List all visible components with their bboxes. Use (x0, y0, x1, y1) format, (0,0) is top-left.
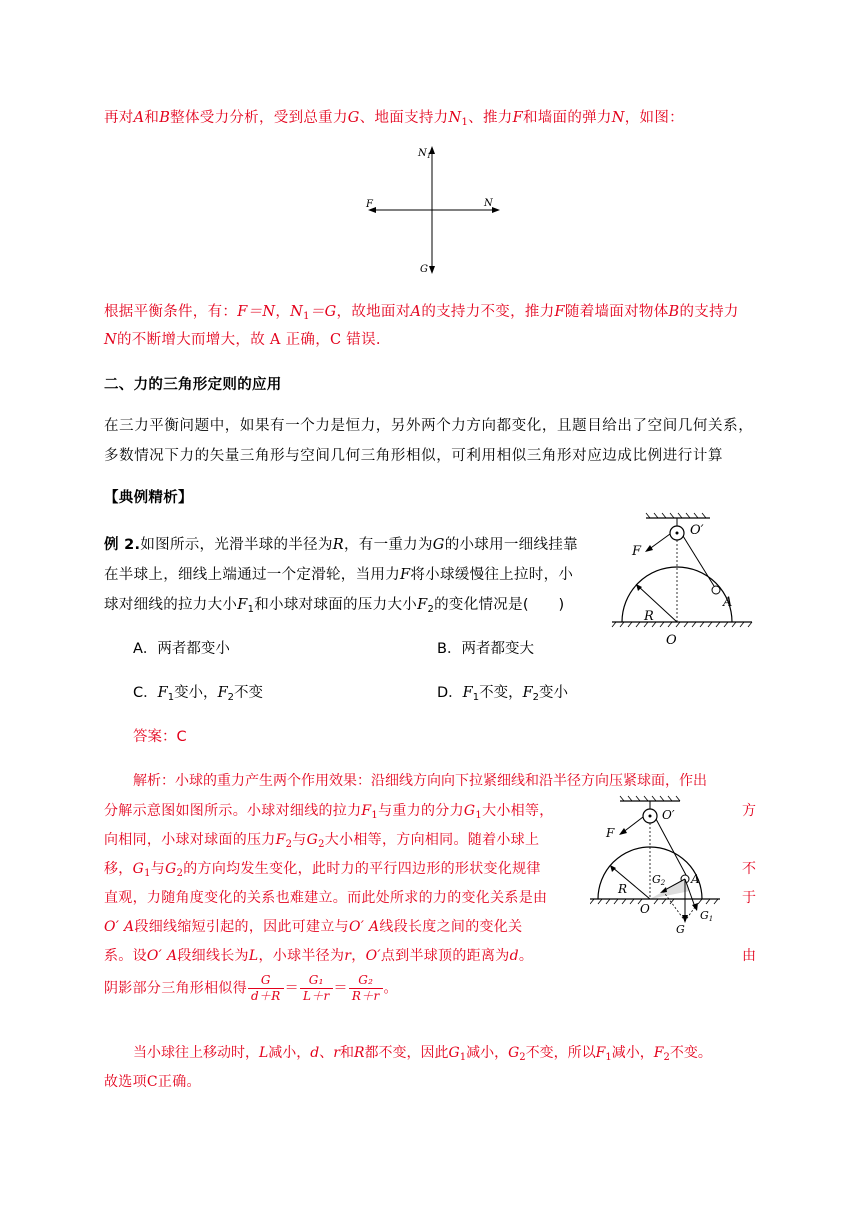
text: 和小球对球面的压力大小 (254, 597, 418, 613)
analysis-line-7-tail: 由 (742, 948, 756, 964)
var-n1: N (448, 110, 462, 126)
text: 整体受力分析，受到总重力 (170, 110, 348, 126)
fraction-den: L＋r (302, 989, 330, 1003)
option-d[interactable] (437, 681, 568, 703)
text: 如图所示，光滑半球的半径为 (140, 537, 333, 553)
fraction-num: G (248, 973, 284, 989)
subscript: 2 (227, 692, 234, 703)
var-o-prime: O′ (104, 919, 120, 935)
subscript: 2 (532, 692, 540, 703)
text: 在半球上，细线上端通过一个定滑轮，当用力 (104, 567, 400, 583)
text: 与重力的分力 (378, 803, 464, 819)
var-o-prime: O′ (146, 948, 163, 964)
label-n: N (484, 198, 493, 209)
subscript: 1 (475, 810, 483, 821)
text: 的小球用一细线挂靠 (444, 537, 578, 553)
analysis-line-8 (104, 973, 398, 1004)
var-f2: F (275, 832, 286, 848)
analysis-line-4-tail: 不 (742, 861, 756, 877)
answer: 答案：C (133, 729, 187, 745)
analysis-line-2 (104, 800, 554, 821)
text: 和墙面的弹力 (522, 110, 612, 126)
option-c-label: C． (133, 685, 158, 701)
example-line-3 (104, 593, 564, 615)
var-n: N (104, 332, 117, 348)
text: 点到半球顶的距离为 (380, 948, 510, 964)
text: 的支持力 (679, 304, 739, 320)
analysis-line-6 (104, 916, 522, 936)
text: 减小， (466, 1045, 509, 1061)
subscript: 2 (318, 839, 325, 850)
analysis-line-1: 解析：小球的重力产生两个作用效果：沿细线方向向下拉紧细线和沿半径方向压紧球面，作出 (133, 773, 707, 789)
example-label: 例 2. (104, 537, 141, 553)
var-d: d (509, 948, 519, 964)
var-n1: N (290, 304, 304, 320)
text: 的方向均发生变化，此时力的平行四边形的形状变化规律 (183, 861, 541, 877)
var-g1: G (463, 803, 476, 819)
subscript: 1 (461, 117, 469, 128)
label-g2: G2 (652, 873, 666, 887)
var-f2: F (217, 685, 228, 701)
var-o-prime: O′ (348, 919, 365, 935)
text: 大小相等，方向相同。随着小球上 (324, 832, 540, 848)
subscript: 1 (167, 692, 175, 703)
example-line-2 (104, 563, 573, 584)
text: 与 (150, 861, 166, 877)
var-f2: F (417, 597, 428, 613)
text: 阴影部分三角形相似得 (104, 980, 247, 997)
var-d: d (310, 1045, 320, 1061)
var-g1: G (132, 861, 145, 877)
text: 、 (319, 1045, 334, 1061)
text: ， (351, 948, 366, 964)
force-diagram-1 (350, 140, 510, 280)
hemisphere-diagram (610, 510, 760, 650)
label-o: O (640, 902, 650, 916)
var-a: A (368, 919, 380, 935)
label-f: F (366, 199, 373, 210)
var-f2: F (522, 685, 533, 701)
option-b[interactable]: B．两者都变大 (437, 641, 534, 657)
analysis-line-5: 直观，力随角度变化的关系也难建立。而此处所求的力的变化关系是由 (104, 890, 548, 906)
equals: ＝ (333, 980, 348, 997)
analysis-line-7 (104, 945, 533, 965)
var-r: R (332, 537, 344, 553)
label-o-prime: O′ (690, 523, 704, 538)
option-ref: C (146, 1074, 158, 1090)
text: ， (275, 304, 291, 320)
var-a: A (166, 948, 178, 964)
text: 故选项 (104, 1074, 147, 1090)
subscript: 1 (303, 311, 310, 322)
var-a: A (124, 919, 135, 935)
var-g2: G (306, 832, 319, 848)
text: 当小球往上移动时， (133, 1045, 259, 1061)
var-f: F (554, 304, 565, 320)
text: 和 (144, 110, 160, 126)
text: 变小， (174, 685, 218, 701)
text: 。 (383, 980, 398, 997)
subscript: 2 (285, 839, 293, 850)
subscript: 1 (459, 1052, 467, 1063)
arrow-icon (645, 545, 653, 552)
subscript: 2 (519, 1052, 526, 1063)
text: 线段长度之间的变化关 (379, 919, 523, 935)
example-line-1 (104, 533, 578, 554)
subscript: 1 (472, 692, 480, 703)
text: 分解示意图如图所示。小球对细线的拉力 (104, 803, 362, 819)
option-a[interactable]: A．两者都变小 (133, 641, 230, 657)
var-n: N (611, 110, 625, 126)
label-g1: G1 (700, 909, 714, 923)
var-g2: G (165, 861, 177, 877)
text: 段细线缩短引起的，因此可建立与 (134, 919, 349, 935)
fraction-1 (248, 973, 284, 1004)
analysis-line-5-tail: 于 (742, 890, 756, 906)
text: 再对 (104, 110, 134, 126)
arrow-down-icon (429, 266, 435, 274)
text: 向相同，小球对球面的压力 (104, 832, 276, 848)
text: 不变，所以 (525, 1045, 596, 1061)
label-r: R (644, 609, 654, 624)
subscript: 1 (605, 1052, 612, 1063)
equals: ＝ (284, 980, 299, 997)
analysis-para-2-line-2 (104, 328, 381, 349)
option-c[interactable] (133, 681, 263, 703)
label-a: A (691, 872, 700, 886)
label-a: A (723, 595, 733, 610)
var-l: L (248, 948, 259, 964)
var-g2: G (508, 1045, 520, 1061)
equation: F＝N (237, 304, 276, 320)
subscript: 1 (144, 868, 151, 879)
var-f1: F (237, 597, 248, 613)
label-o-prime: O′ (662, 808, 675, 822)
text: 与 (292, 832, 307, 848)
label-g: G (676, 923, 685, 936)
analysis-line-3 (104, 829, 539, 850)
var-o-prime: O′ (365, 948, 381, 964)
var-f1: F (361, 803, 372, 819)
subscript: 2 (663, 1052, 670, 1063)
conclusion-line-1 (133, 1042, 712, 1063)
text: ，小球半径为 (258, 948, 345, 964)
var-b: B (159, 110, 171, 126)
intro-line-2: 多数情况下力的矢量三角形与空间几何三角形相似，可利用相似三角形对应边成比例进行计算 (104, 448, 724, 464)
label-g: G (420, 264, 428, 275)
subscript: 2 (176, 868, 184, 879)
var-f2: F (653, 1045, 664, 1061)
var-l: L (259, 1045, 269, 1061)
text: 大小相等， (482, 803, 554, 819)
fraction-num: G₁ (300, 973, 333, 989)
text: 变小 (539, 685, 569, 701)
text: 将小球缓慢往上拉时，小 (410, 567, 574, 583)
text: 的不断增大而增大，故 A 正确，C 错误. (117, 332, 381, 348)
var-f1: F (462, 685, 473, 701)
var-f: F (400, 567, 411, 583)
analysis-para-2-line-1 (104, 300, 739, 322)
var-f1: F (595, 1045, 606, 1061)
text: 、推力 (468, 110, 513, 126)
ball-icon (712, 586, 720, 594)
analysis-line-2-tail: 方 (742, 803, 756, 819)
var-b: B (668, 304, 680, 320)
text: 移， (104, 861, 133, 877)
label-f: F (632, 544, 642, 559)
example-heading: 【典例精析】 (104, 490, 193, 506)
text: 根据平衡条件，有： (104, 304, 238, 320)
var-r: r (333, 1045, 340, 1061)
text: 、地面支持力 (359, 110, 449, 126)
section-title: 二、力的三角形定则的应用 (104, 377, 282, 393)
text: 都不变，因此 (364, 1045, 449, 1061)
text: 正确。 (157, 1074, 201, 1090)
text: 不变， (479, 685, 523, 701)
text: 随着墙面对物体 (564, 304, 669, 320)
fraction-den: d＋R (251, 989, 281, 1003)
analysis-para-1 (104, 106, 684, 128)
conclusion-line-2 (104, 1071, 201, 1091)
arrow-icon (619, 828, 627, 835)
label-f: F (606, 826, 615, 840)
text: 。 (518, 948, 534, 964)
label-o: O (666, 633, 677, 648)
var-f1: F (157, 685, 168, 701)
text: 减小， (268, 1045, 311, 1061)
var-big-r: R (353, 1045, 365, 1061)
text: 系。设 (104, 948, 147, 964)
arrow-right-icon (492, 207, 500, 213)
text: 的支持力不变，推力 (421, 304, 555, 320)
var-a: A (410, 304, 422, 320)
text: ，有一重力为 (343, 537, 433, 553)
label-r: R (618, 882, 628, 896)
subscript: 1 (247, 604, 255, 615)
text: 的变化情况是( ) (434, 597, 565, 613)
decomposition-diagram (590, 795, 735, 937)
var-r: r (344, 948, 352, 964)
fraction-den: R＋r (351, 989, 380, 1003)
text: 减小， (611, 1045, 654, 1061)
equation: ＝G (309, 304, 337, 320)
analysis-line-4 (104, 858, 541, 879)
fraction-2 (300, 973, 333, 1004)
text: 不变 (234, 685, 263, 701)
text: 不变。 (669, 1045, 712, 1061)
var-a: A (133, 110, 145, 126)
var-g: G (347, 110, 360, 126)
text: ，故地面对 (336, 304, 411, 320)
subscript: 1 (371, 810, 379, 821)
fraction-3 (349, 973, 383, 1004)
text: ，如图： (624, 110, 684, 126)
text: 球对细线的拉力大小 (104, 597, 238, 613)
text: 和 (339, 1045, 354, 1061)
option-d-label: D． (437, 685, 463, 701)
var-g1: G (448, 1045, 460, 1061)
var-g: G (432, 537, 445, 553)
fraction-num: G₂ (349, 973, 383, 989)
subscript: 2 (427, 604, 435, 615)
var-f: F (512, 110, 523, 126)
text: 段细线长为 (177, 948, 249, 964)
label-n1: $N_1$ (418, 148, 432, 160)
intro-line-1: 在三力平衡问题中，如果有一个力是恒力，另外两个力方向都变化，且题目给出了空间几何关系， (104, 418, 754, 434)
